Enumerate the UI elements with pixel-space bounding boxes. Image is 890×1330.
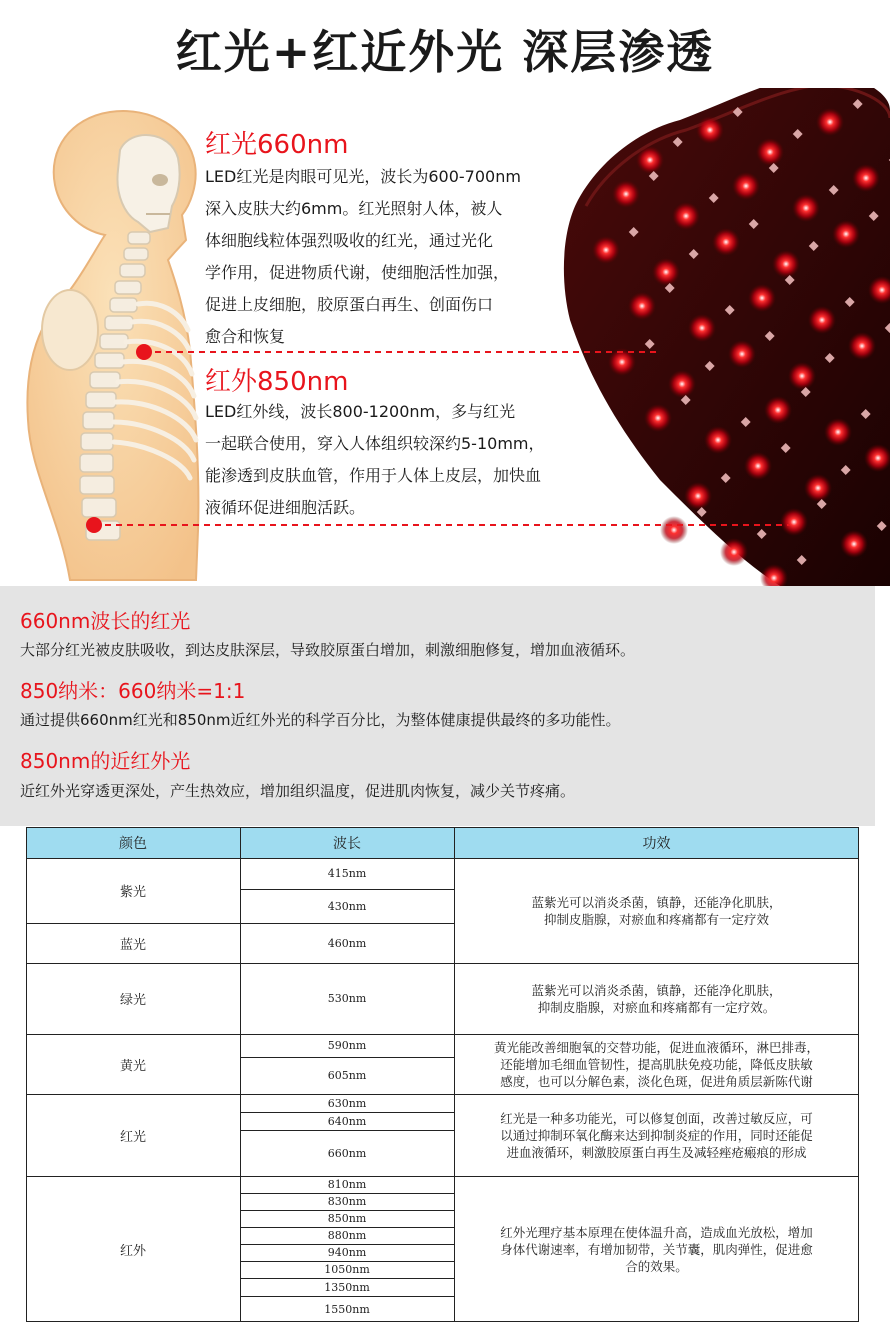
effect-cell [454,1176,859,1322]
led-dot [756,138,784,166]
text-line: 深入皮肤大约6mm。红光照射人体，被人 [205,199,503,218]
red-light-marker [136,344,152,360]
wavelength-cell: 830nm [327,1195,367,1208]
led-dot [704,426,732,454]
text-line: 学作用，促进物质代谢，使细胞活性加强， [205,263,510,282]
led-dot [712,228,740,256]
effect-line: 身体代谢速率，有增加韧带，关节囊，肌肉弹性，促进愈 [500,1241,813,1257]
wavelength-cell: 1550nm [324,1302,370,1316]
wavelength-cell: 1350nm [324,1280,370,1294]
led-dot [612,180,640,208]
table-gridline [26,827,27,1322]
table-gridline [26,923,454,924]
led-dot [804,474,832,502]
wavelength-cell: 880nm [327,1229,367,1242]
led-dot [808,306,836,334]
table-gridline [240,1112,454,1113]
table-gridline [240,1057,454,1058]
infrared-heading: 红外850nm [205,367,349,397]
table-gridline [240,1296,454,1297]
effect-cell [454,858,859,963]
wavelength-cell: 850nm [327,1212,367,1225]
led-dot [772,250,800,278]
table-gridline [240,1210,454,1211]
effect-line: 抑制皮脂腺，对瘀血和疼痛都有一定疗效 [543,911,769,927]
led-dot [792,194,820,222]
shoulder-icon [42,290,98,370]
effect-cell [454,1034,859,1094]
table-gridline [26,827,859,828]
text-line: LED红光是肉眼可见光，波长为600-700nm [205,167,521,186]
effect-line: 进血液循环，刺激胶原蛋白再生及减轻痤疮瘢痕的形成 [506,1144,807,1160]
red-light-description [205,161,575,353]
infrared-description [205,396,585,524]
led-dot [660,516,688,544]
led-dot [668,370,696,398]
led-dot [636,146,664,174]
table-header-cell: 功效 [642,835,671,852]
text-line: 愈合和恢复 [205,327,286,346]
color-cell: 黄光 [119,1058,146,1074]
effect-line: 以通过抑制环氧化酶来达到抑制炎症的作用，同时还能促 [500,1127,813,1143]
led-dot [652,258,680,286]
effect-line: 黄光能改善细胞氧的交替功能，促进血液循环，淋巴排毒， [493,1039,819,1055]
text-line: 液循环促进细胞活跃。 [205,498,366,517]
table-header-cell: 波长 [333,835,361,852]
led-dot [728,340,756,368]
effect-cell [454,963,859,1034]
led-dot [684,482,712,510]
led-dot [764,396,792,424]
led-dot [840,530,868,558]
table-gridline [240,1130,454,1131]
table-gridline [26,1176,859,1177]
effect-line: 蓝紫光可以消炎杀菌，镇静，还能净化肌肤， [531,894,782,910]
led-dot [748,284,776,312]
effect-line: 蓝紫光可以消炎杀菌，镇静，还能净化肌肤， [531,982,782,998]
wavelength-cell: 430nm [327,899,367,913]
effect-cell [454,1094,859,1176]
color-cell: 绿光 [119,993,146,1008]
led-dot [696,116,724,144]
red-light-heading: 红光660nm [205,130,349,160]
info-heading: 660nm波长的红光 [20,609,191,633]
led-dot [788,362,816,390]
table-gridline [26,858,859,859]
text-line: 体细胞线粒体强烈吸收的红光，通过光化 [205,231,494,250]
info-text: 大部分红光被皮肤吸收，到达皮肤深层，导致胶原蛋白增加，刺激细胞修复，增加血液循环。 [20,641,636,659]
led-panel [564,88,890,586]
info-heading: 850nm的近红外光 [20,749,191,773]
page-title: 红光+红近外光 深层渗透 [175,25,715,79]
infrared-marker [86,517,102,533]
led-dot [688,314,716,342]
table-gridline [240,889,454,890]
table-gridline [240,1227,454,1228]
table-gridline [240,827,241,1322]
led-dot [780,508,808,536]
color-cell: 红光 [119,1129,146,1145]
wavelength-cell: 660nm [327,1146,367,1160]
led-dot [848,332,876,360]
led-dot [816,108,844,136]
text-line: LED红外线，波长800-1200nm，多与红光 [205,402,516,421]
color-cell: 紫光 [119,885,146,900]
effect-line: 抑制皮脂腺，对瘀血和疼痛都有一定疗效。 [537,999,776,1015]
info-box [0,586,875,826]
table-gridline [26,963,859,964]
wavelength-cell: 415nm [327,867,367,880]
text-line: 一起联合使用，穿入人体组织较深约5-10mm， [205,434,545,453]
table-gridline [240,1278,454,1279]
effect-line: 红光是一种多功能光，可以修复创面，改善过敏反应，可 [500,1110,813,1126]
table-gridline [26,1321,859,1322]
led-dot [644,404,672,432]
led-dot [744,452,772,480]
wavelength-cell: 605nm [327,1069,367,1082]
table-gridline [240,1193,454,1194]
wavelength-cell: 590nm [327,1039,367,1052]
info-heading: 850纳米：660纳米=1:1 [20,679,246,703]
effect-line: 合的效果。 [625,1258,688,1274]
effect-line: 红外光理疗基本原理在使体温升高，造成血光放松，增加 [500,1224,813,1240]
table-gridline [240,1261,454,1262]
table-gridline [454,827,455,1322]
wavelength-cell: 640nm [327,1114,367,1128]
led-dot [592,236,620,264]
wavelength-cell: 530nm [327,992,367,1005]
led-dot [852,164,880,192]
text-line: 促进上皮细胞，胶原蛋白再生、创面伤口 [205,295,494,314]
table-gridline [240,1244,454,1245]
text-line: 能渗透到皮肤血管，作用于人体上皮层，加快血 [205,466,542,485]
info-text: 近红外光穿透更深处，产生热效应，增加组织温度，促进肌肉恢复，减少关节疼痛。 [20,782,576,800]
effect-line: 还能增加毛细血管韧性，提高肌肤免疫功能，降低皮肤敏 [500,1056,813,1072]
info-text: 通过提供660nm红光和850nm近红外光的科学百分比，为整体健康提供最终的多功能性。 [20,711,621,729]
wavelength-cell: 460nm [327,936,367,950]
wavelength-cell: 810nm [327,1178,367,1191]
led-dot [732,172,760,200]
led-dot [824,418,852,446]
table-gridline [26,1034,859,1035]
table-gridline [858,827,859,1322]
color-cell: 蓝光 [119,937,146,953]
wavelength-cell: 940nm [327,1246,367,1259]
table-gridline [26,1094,859,1095]
led-dot [672,202,700,230]
led-dot [720,538,748,566]
color-cell: 红外 [119,1243,146,1259]
led-dot [628,292,656,320]
table-header-cell: 颜色 [119,835,147,852]
effect-line: 感度，也可以分解色素，淡化色斑，促进角质层新陈代谢 [500,1073,813,1089]
wavelength-cell: 630nm [327,1096,367,1110]
wavelength-cell: 1050nm [324,1263,370,1276]
led-dot [832,220,860,248]
wavelength-table [26,827,859,1322]
